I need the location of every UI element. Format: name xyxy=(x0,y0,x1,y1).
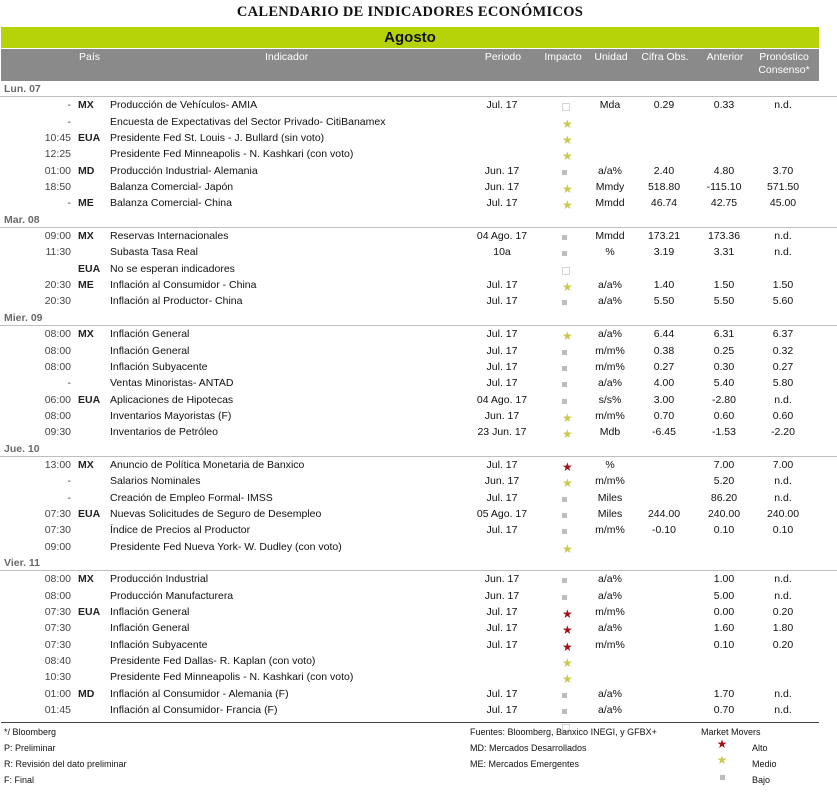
event-previous: 240.00 xyxy=(707,507,741,520)
event-time: - xyxy=(67,491,71,504)
event-previous: 3.31 xyxy=(713,246,735,259)
event-indicator: Inflación Subyacente xyxy=(110,638,208,651)
event-country: ME xyxy=(78,197,94,210)
event-previous: 5.00 xyxy=(713,589,735,602)
event-period: Jun. 17 xyxy=(484,409,520,422)
event-previous: 0.00 xyxy=(713,606,735,618)
event-time: - xyxy=(67,377,71,390)
table-row: 08:40 Presidente Fed Dallas- R. Kaplan (con voto) ★ xyxy=(44,655,573,671)
event-unit: % xyxy=(605,246,615,259)
event-previous: 42.75 xyxy=(710,197,738,210)
event-indicator: No se esperan indicadores xyxy=(110,262,235,275)
event-observed: 4.00 xyxy=(653,377,675,390)
event-forecast: 1.80 xyxy=(772,622,794,635)
event-indicator: Inflación al Consumidor- Francia (F) xyxy=(110,704,278,717)
event-observed: 518.80 xyxy=(647,181,681,194)
day-label: Mar. 08 xyxy=(4,213,40,226)
event-country: MX xyxy=(78,573,94,586)
event-period: Jun. 17 xyxy=(484,475,520,488)
event-time: 13:00 xyxy=(44,458,71,471)
footer-divider xyxy=(1,722,819,723)
event-indicator: Inflación al Consumidor - Alemania (F) xyxy=(110,687,289,700)
event-period: Jun. 17 xyxy=(484,181,520,194)
event-unit: Mmdd xyxy=(595,230,625,243)
event-unit: m/m% xyxy=(595,475,625,488)
table-row: 10:45 EUA Presidente Fed St. Louis - J. Bullard (sin voto) ★ xyxy=(44,132,573,148)
table-row: - ME Balanza Comercial- China Jul. 17 Mmdd 46.74 42.75 45.00 ★ xyxy=(0,195,837,211)
event-period: Jul. 17 xyxy=(486,197,518,210)
event-indicator: Inflación Subyacente xyxy=(110,360,208,373)
event-indicator: Producción Manufacturera xyxy=(110,589,234,602)
legend-alto: Alto xyxy=(752,743,768,753)
calendar-table xyxy=(0,81,837,735)
event-time: 11:30 xyxy=(45,246,71,259)
table-row: - Salarios Nominales Jun. 17 m/m% 5.20 n.d. ★ xyxy=(0,473,837,489)
event-previous: 1.60 xyxy=(713,622,735,635)
event-period: Jul. 17 xyxy=(486,491,518,504)
footer-me-note: ME: Mercados Emergentes xyxy=(470,759,580,769)
month-bar: Agosto xyxy=(1,27,819,48)
event-country: MX xyxy=(78,458,94,471)
event-time: 10:30 xyxy=(44,671,71,684)
event-forecast: 6.37 xyxy=(772,328,794,341)
event-forecast: n.d. xyxy=(774,589,792,602)
event-indicator: Inventarios Mayoristas (F) xyxy=(110,409,232,422)
event-observed: 244.00 xyxy=(647,507,681,520)
header-consenso: Consenso* xyxy=(758,64,810,76)
table-row xyxy=(0,375,837,391)
table-row: 08:00 Inventarios Mayoristas (F) Jun. 17 m/m% 0.70 0.60 0.60 ★ xyxy=(0,408,837,424)
event-period: Jul. 17 xyxy=(486,638,518,651)
event-forecast: 7.00 xyxy=(772,458,794,471)
event-indicator: Anuncio de Política Monetaria de Banxico xyxy=(110,458,305,471)
event-time: 08:00 xyxy=(44,344,71,357)
event-forecast: 0.60 xyxy=(772,409,794,422)
event-time: 12:25 xyxy=(44,148,71,161)
event-unit: a/a% xyxy=(598,687,622,700)
event-forecast: 0.10 xyxy=(772,524,794,537)
event-observed: 0.27 xyxy=(653,360,675,373)
event-indicator: Subasta Tasa Real xyxy=(110,246,198,259)
event-time: 08:00 xyxy=(44,589,71,602)
event-previous: 4.80 xyxy=(713,164,735,177)
event-observed: -0.10 xyxy=(652,524,676,537)
event-previous: -1.53 xyxy=(712,426,736,439)
table-row xyxy=(0,392,837,408)
event-time: 07:30 xyxy=(44,622,71,635)
event-forecast: 1.50 xyxy=(772,279,794,292)
event-previous: 7.00 xyxy=(713,458,735,471)
event-previous: 0.30 xyxy=(713,360,735,373)
event-unit: a/a% xyxy=(598,295,622,308)
event-previous: 0.33 xyxy=(713,99,735,112)
event-previous: 6.31 xyxy=(713,328,735,341)
event-period: Jul. 17 xyxy=(486,328,518,341)
event-time: 07:30 xyxy=(44,507,71,520)
event-previous: 0.25 xyxy=(713,344,735,357)
event-observed: 46.74 xyxy=(650,197,678,210)
event-observed: 0.29 xyxy=(653,99,675,112)
event-period: Jul. 17 xyxy=(486,687,518,700)
header-pais: País xyxy=(79,51,101,63)
event-forecast: n.d. xyxy=(774,246,792,259)
day-header-row xyxy=(0,441,837,457)
event-forecast: 5.80 xyxy=(772,377,794,390)
event-unit: s/s% xyxy=(598,393,622,406)
event-unit: a/a% xyxy=(598,279,622,292)
event-period: 10a xyxy=(493,246,511,259)
event-time: 06:00 xyxy=(44,393,71,406)
event-observed: 0.38 xyxy=(653,344,675,357)
event-indicator: Presidente Fed St. Louis - J. Bullard (sin voto) xyxy=(110,132,325,145)
table-row xyxy=(0,359,837,375)
table-row xyxy=(0,522,837,538)
event-forecast: 0.32 xyxy=(772,344,794,357)
event-indicator: Creación de Empleo Formal- IMSS xyxy=(110,491,273,504)
event-unit: a/a% xyxy=(598,589,622,602)
event-time: 07:30 xyxy=(44,638,71,651)
header-periodo: Periodo xyxy=(484,51,522,63)
event-indicator: Presidente Fed Nueva York- W. Dudley (con voto) xyxy=(110,540,342,553)
event-indicator: Inflación General xyxy=(110,606,190,618)
footer-note: R: Revisión del dato preliminar xyxy=(4,759,127,769)
event-indicator: Encuesta de Expectativas del Sector Privado- CitiBanamex xyxy=(110,115,386,128)
event-indicator: Producción Industrial xyxy=(110,573,209,586)
day-label: Mier. 09 xyxy=(4,311,43,324)
event-forecast: 0.27 xyxy=(772,360,794,373)
table-row: 07:30 EUA Inflación General Jul. 17 m/m% 0.00 0.20 ★ xyxy=(0,604,837,620)
event-time: 01:45 xyxy=(44,704,71,717)
table-row: 13:00 MX Anuncio de Política Monetaria de Banxico Jul. 17 % 7.00 7.00 ★ xyxy=(0,457,837,473)
square-icon-bajo xyxy=(715,771,729,783)
event-unit: Mdb xyxy=(599,426,621,439)
table-row xyxy=(0,97,837,113)
event-time: 08:00 xyxy=(44,328,71,341)
event-country: EUA xyxy=(78,606,101,618)
event-previous: 5.20 xyxy=(713,475,735,488)
event-previous: 1.70 xyxy=(713,687,735,700)
table-row xyxy=(0,343,837,359)
table-row xyxy=(0,228,837,244)
day-label: Jue. 10 xyxy=(4,442,40,455)
event-previous: 5.40 xyxy=(713,377,735,390)
legend-title: Market Movers xyxy=(701,727,761,737)
event-forecast: n.d. xyxy=(774,393,792,406)
event-indicator: Inflación General xyxy=(110,328,190,341)
event-period: Jun. 17 xyxy=(484,573,520,586)
event-forecast: n.d. xyxy=(774,491,792,504)
event-unit: m/m% xyxy=(595,409,625,422)
table-row xyxy=(0,506,837,522)
event-period: Jul. 17 xyxy=(486,458,518,471)
page-title: CALENDARIO DE INDICADORES ECONÓMICOS xyxy=(236,4,584,20)
footer-note: F: Final xyxy=(4,775,35,785)
table-row: 07:30 Inflación General Jul. 17 a/a% 1.60 1.80 ★ xyxy=(0,620,837,636)
event-forecast: 5.60 xyxy=(772,295,794,308)
event-country: MX xyxy=(78,99,94,112)
event-period: Jul. 17 xyxy=(486,606,518,618)
event-period: Jul. 17 xyxy=(486,344,518,357)
event-observed: 173.21 xyxy=(647,230,681,243)
event-unit: Miles xyxy=(597,491,623,504)
event-unit: a/a% xyxy=(598,377,622,390)
table-row: 10:30 Presidente Fed Minneapolis - N. Kashkari (con voto) ★ xyxy=(44,671,573,687)
table-row: 12:25 Presidente Fed Minneapolis - N. Kashkari (con voto) ★ xyxy=(44,148,573,164)
star-icon-medio: ★ xyxy=(716,753,728,767)
event-forecast: 0.20 xyxy=(772,606,794,618)
event-indicator: Presidente Fed Minneapolis - N. Kashkari (con voto) xyxy=(110,671,354,684)
event-time: - xyxy=(67,115,71,128)
event-period: 04 Ago. 17 xyxy=(476,393,528,406)
event-previous: 173.36 xyxy=(707,230,741,243)
event-country: MX xyxy=(78,328,94,341)
event-time: - xyxy=(67,99,71,112)
event-period: 05 Ago. 17 xyxy=(476,507,528,520)
event-time: 20:30 xyxy=(44,279,71,292)
event-indicator: Salarios Nominales xyxy=(110,475,201,488)
event-forecast: n.d. xyxy=(774,687,792,700)
event-observed: 5.50 xyxy=(653,295,675,308)
event-unit: Mmdy xyxy=(595,181,625,194)
header-impacto: Impacto xyxy=(544,51,582,63)
table-row xyxy=(0,163,837,179)
event-time: 01:00 xyxy=(44,687,71,700)
event-period: Jul. 17 xyxy=(486,377,518,390)
event-unit: a/a% xyxy=(598,704,622,717)
event-forecast: 45.00 xyxy=(769,197,797,210)
event-unit: a/a% xyxy=(598,573,622,586)
event-time: 18:50 xyxy=(44,181,71,194)
event-unit: m/m% xyxy=(595,360,625,373)
event-forecast: 571.50 xyxy=(766,181,800,194)
event-previous: 0.60 xyxy=(713,409,735,422)
event-period: Jul. 17 xyxy=(486,99,518,112)
footer-note: P: Preliminar xyxy=(4,743,56,753)
day-header-row xyxy=(0,310,837,326)
event-forecast: n.d. xyxy=(774,573,792,586)
event-country: EUA xyxy=(78,507,101,520)
event-time: 09:30 xyxy=(44,426,71,439)
event-period: Jun. 17 xyxy=(484,164,520,177)
legend-medio: Medio xyxy=(752,759,777,769)
event-time: 08:00 xyxy=(44,409,71,422)
table-row xyxy=(0,686,837,702)
event-unit: m/m% xyxy=(595,524,625,537)
day-label: Lun. 07 xyxy=(4,83,41,95)
day-label: Vier. 11 xyxy=(4,556,41,569)
event-forecast: -2.20 xyxy=(771,426,795,439)
event-forecast: n.d. xyxy=(774,230,792,243)
table-row: 09:30 Inventarios de Petróleo 23 Jun. 17 Mdb -6.45 -1.53 -2.20 ★ xyxy=(0,424,837,440)
event-indicator: Nuevas Solicitudes de Seguro de Desempleo xyxy=(110,507,322,520)
event-indicator: Reservas Internacionales xyxy=(110,230,229,243)
event-country: MD xyxy=(78,687,95,700)
event-unit: Miles xyxy=(597,507,623,520)
table-row: - Encuesta de Expectativas del Sector Privado- CitiBanamex ★ xyxy=(67,115,573,131)
header-cifra-obs: Cifra Obs. xyxy=(641,51,689,63)
event-period: Jul. 17 xyxy=(486,704,518,717)
event-country: EUA xyxy=(78,262,101,275)
footer-sources: Fuentes: Bloomberg, Banxico INEGI, y GFBX+ xyxy=(470,727,657,737)
footer-md-note: MD: Mercados Desarrollados xyxy=(470,743,587,753)
event-period: Jul. 17 xyxy=(486,524,518,537)
table-row: 08:00 MX Inflación General Jul. 17 a/a% 6.44 6.31 6.37 ★ xyxy=(0,326,837,342)
event-previous: 0.70 xyxy=(713,704,735,717)
day-header-row xyxy=(0,212,837,228)
event-indicator: Producción Industrial- Alemania xyxy=(110,164,258,177)
event-time: 07:30 xyxy=(44,524,71,537)
event-forecast: n.d. xyxy=(774,99,792,112)
table-header xyxy=(1,49,819,81)
event-observed: 2.40 xyxy=(653,164,675,177)
event-time: 08:00 xyxy=(44,360,71,373)
event-country: EUA xyxy=(78,132,101,145)
event-period: Jul. 17 xyxy=(486,360,518,373)
event-country: ME xyxy=(78,279,94,292)
event-indicator: Aplicaciones de Hipotecas xyxy=(110,393,234,406)
event-forecast: 0.20 xyxy=(772,638,794,651)
event-unit: a/a% xyxy=(598,164,622,177)
event-observed: 1.40 xyxy=(653,279,675,292)
event-time: - xyxy=(67,475,71,488)
table-row xyxy=(0,490,837,506)
event-indicator: Presidente Fed Minneapolis - N. Kashkari (con voto) xyxy=(110,148,354,161)
event-unit: m/m% xyxy=(595,606,625,618)
event-forecast: 3.70 xyxy=(772,164,794,177)
event-indicator: Inflación al Consumidor - China xyxy=(110,279,257,292)
footer-note: */ Bloomberg xyxy=(4,727,57,737)
event-forecast: n.d. xyxy=(774,475,792,488)
event-indicator: Ventas Minoristas- ANTAD xyxy=(110,377,234,390)
event-previous: 1.50 xyxy=(713,279,735,292)
event-indicator: Inflación al Productor- China xyxy=(110,295,243,308)
event-forecast: n.d. xyxy=(774,704,792,717)
table-row xyxy=(0,702,837,718)
event-forecast: 240.00 xyxy=(766,507,800,520)
table-row xyxy=(0,571,837,587)
table-row: 07:30 Inflación Subyacente Jul. 17 m/m% 0.10 0.20 ★ xyxy=(0,637,837,653)
event-indicator: Balanza Comercial- China xyxy=(110,197,232,210)
day-header-row xyxy=(0,555,837,571)
event-country: MX xyxy=(78,230,94,243)
event-unit: a/a% xyxy=(598,622,622,635)
header-anterior: Anterior xyxy=(706,51,744,63)
table-row xyxy=(0,244,837,260)
table-row xyxy=(0,588,837,604)
event-unit: m/m% xyxy=(595,344,625,357)
header-unidad: Unidad xyxy=(594,51,628,63)
header-indicador: Indicador xyxy=(265,51,309,63)
legend-bajo: Bajo xyxy=(752,775,771,785)
event-unit: Mmdd xyxy=(595,197,625,210)
star-icon-alto: ★ xyxy=(716,737,728,751)
event-indicator: Inventarios de Petróleo xyxy=(110,426,218,439)
event-indicator: Presidente Fed Dallas- R. Kaplan (con voto) xyxy=(110,655,316,668)
event-previous: 0.10 xyxy=(713,638,735,651)
event-previous: 0.10 xyxy=(713,524,735,537)
event-indicator: Balanza Comercial- Japón xyxy=(110,181,234,194)
event-unit: % xyxy=(605,458,615,471)
event-observed: 3.00 xyxy=(653,393,675,406)
event-observed: -6.45 xyxy=(652,426,676,439)
event-time: 07:30 xyxy=(44,606,71,618)
event-previous: 86.20 xyxy=(710,491,738,504)
event-previous: -2.80 xyxy=(712,393,736,406)
event-unit: Mda xyxy=(599,99,621,112)
event-observed: 0.70 xyxy=(653,409,675,422)
event-time: 08:00 xyxy=(44,573,71,586)
event-country: EUA xyxy=(78,393,101,406)
table-row: 09:00 Presidente Fed Nueva York- W. Dudley (con voto) ★ xyxy=(44,540,573,556)
event-indicator: Inflación General xyxy=(110,622,190,635)
table-row: 18:50 Balanza Comercial- Japón Jun. 17 Mmdy 518.80 -115.10 571.50 ★ xyxy=(0,179,837,195)
event-period: Jul. 17 xyxy=(486,279,518,292)
day-header-row xyxy=(0,81,837,97)
event-time: 09:00 xyxy=(44,230,71,243)
event-period: Jul. 17 xyxy=(486,622,518,635)
table-row xyxy=(0,293,837,309)
event-observed: 3.19 xyxy=(653,246,675,259)
table-row xyxy=(0,261,837,277)
event-indicator: Índice de Precios al Productor xyxy=(110,524,251,537)
event-previous: 1.00 xyxy=(713,573,735,586)
event-country: MD xyxy=(78,164,95,177)
event-observed: 6.44 xyxy=(653,328,675,341)
event-time: 08:40 xyxy=(44,655,71,668)
event-period: Jun. 17 xyxy=(484,589,520,602)
event-indicator: Inflación General xyxy=(110,344,190,357)
event-unit: m/m% xyxy=(595,638,625,651)
event-time: 01:00 xyxy=(44,164,71,177)
event-previous: -115.10 xyxy=(706,181,742,194)
event-period: Jul. 17 xyxy=(486,295,518,308)
event-previous: 5.50 xyxy=(713,295,735,308)
event-time: - xyxy=(67,197,71,210)
table-row: 20:30 ME Inflación al Consumidor - China Jul. 17 a/a% 1.40 1.50 1.50 ★ xyxy=(0,277,837,293)
event-time: 09:00 xyxy=(44,540,71,553)
event-time: 20:30 xyxy=(44,295,71,308)
event-period: 04 Ago. 17 xyxy=(476,230,528,243)
event-indicator: Producción de Vehículos- AMIA xyxy=(110,99,258,112)
header-pronostico: Pronóstico xyxy=(759,51,809,63)
event-period: 23 Jun. 17 xyxy=(477,426,527,439)
event-unit: a/a% xyxy=(598,328,622,341)
event-time: 10:45 xyxy=(44,132,71,145)
